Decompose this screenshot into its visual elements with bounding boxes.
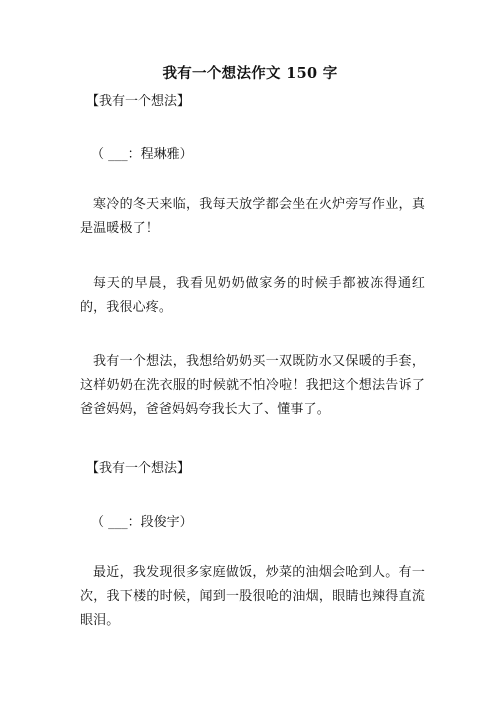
document-title: 我有一个想法作文 150 字 (162, 65, 338, 82)
author-line: （ ___：段俊宇） (91, 515, 193, 530)
section-heading: 【我有一个想法】 (86, 94, 191, 109)
paragraph: 寒冷的冬天来临，我每天放学都会坐在火炉旁写作业，真是温暖极了！ (80, 197, 425, 236)
paragraph: 最近，我发现很多家庭做饭，炒菜的油烟会呛到人。有一次，我下楼的时候，闻到一股很呛的油烟，眼睛也辣得直流眼泪。 (80, 565, 425, 628)
paragraph: 每天的早晨，我看见奶奶做家务的时候手都被冻得通红的，我很心疼。 (80, 276, 425, 315)
paragraph: 我有一个想法，我想给奶奶买一双既防水又保暖的手套，这样奶奶在洗衣服的时候就不怕冷啦！我把这个想法告诉了爸爸妈妈，爸爸妈妈夸我长大了、懂事了。 (80, 354, 425, 417)
section-heading: 【我有一个想法】 (86, 461, 191, 476)
author-line: （ ___：程琳雅） (91, 147, 193, 162)
